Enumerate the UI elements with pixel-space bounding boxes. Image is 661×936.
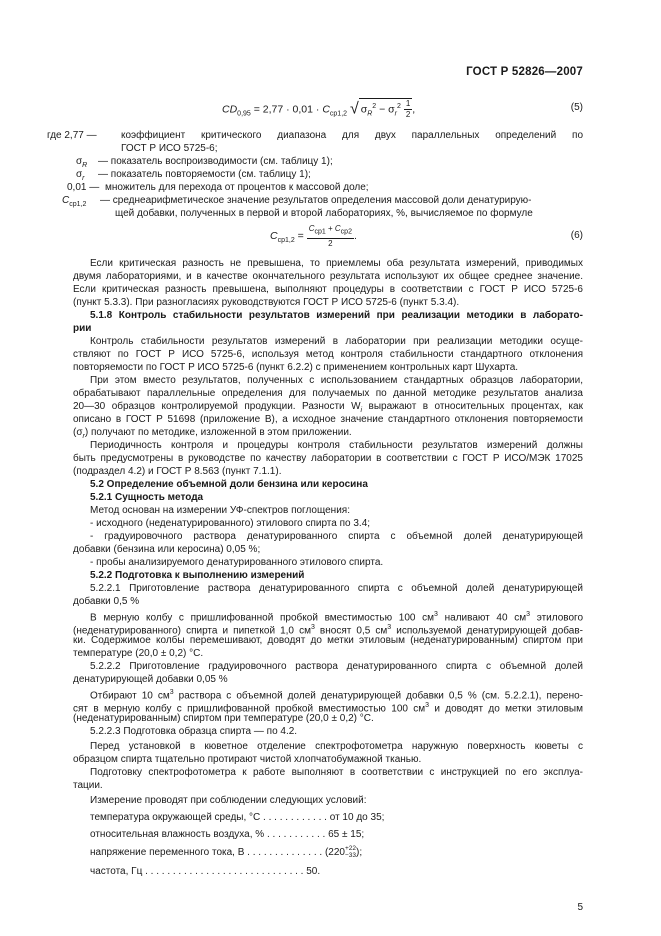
eq5-fraction: $\frac{1}{2}$ xyxy=(405,99,411,119)
paragraph-3-line-0: При этом вместо результатов, полученных с использованием стандартных образцов лаборатории, xyxy=(90,375,583,386)
paragraph-8-line-1: денатурирующей добавки 0,05 % xyxy=(73,674,228,685)
where-text-4-line2: щей добавки, полученных в первой и второй лабораториях, %, вычисляемое по формуле xyxy=(115,208,533,219)
eq6-fraction: $\frac{C_{ср1} + C_{ср2}}{2}$ xyxy=(308,224,352,248)
section-5-2-2-heading: 5.2.2 Подготовка к выполнению измерений xyxy=(90,570,305,581)
paragraph-9-line-1: сят в мерную колбу с пришлифованной пробкой вместимостью 100 $см^3$ и доводят до метки этиловым xyxy=(73,702,583,715)
paragraph-12-line-0: Подготовку спектрофотометра к работе выполняют в соответствии с инструкцией по его эксплуа- xyxy=(90,767,583,778)
paragraph-1-line-2: Если критическая разность превышена, выполняют процедуры в соответствии с ГОСТ Р ИСО 5725-6 xyxy=(73,284,583,295)
where-text-3: множитель для перехода от процентов к массовой доле; xyxy=(105,182,369,193)
paragraph-7-line-3: температуре (20,0 ± 0,2) °С. xyxy=(73,648,204,659)
page-header-standard-id: ГОСТ Р 52826—2007 xyxy=(466,66,583,78)
equation-5-number: (5) xyxy=(570,102,583,113)
sqrt-sign-icon: √ xyxy=(349,100,359,118)
paragraph-5-line-0: Метод основан на измерении УФ-спектров поглощения: xyxy=(90,505,350,516)
paragraph-4-line-0: Периодичность контроля и процедуры контроля стабильности результатов измерений должны xyxy=(90,440,583,451)
condition-humidity: относительная влажность воздуха, % . . . . . . . . . . . 65 ± 15; xyxy=(90,829,365,840)
condition-frequency: частота, Гц . . . . . . . . . . . . . . . . . . . . . . . . . . . . . 50. xyxy=(90,866,321,877)
eq5-lhs: CD xyxy=(222,103,238,116)
paragraph-6-line-1: добавки 0,5 % xyxy=(73,596,140,607)
paragraph-13: Измерение проводят при соблюдении следующих условий: xyxy=(90,795,367,806)
where-label-1: $\sigma_R$ xyxy=(76,156,88,169)
paragraph-7-line-0: В мерную колбу с пришлифованной пробкой вместимостью 100 $см^3$ наливают 40 $см^3$ этилового xyxy=(90,611,584,624)
paragraph-8-line-0: 5.2.2.2 Приготовление градуировочного раствора денатурированного спирта с объемной долей xyxy=(90,661,583,672)
where-text-1: — показатель воспроизводимости (см. таблицу 1); xyxy=(98,156,333,167)
paragraph-9-line-0: Отбирают 10 $см^3$ раствора с объемной долей денатурирующей добавки 0,5 % (см. 5.2.2.1), перено- xyxy=(90,689,584,702)
section-5-1-8-heading-line-0: 5.1.8 Контроль стабильности результатов измерений при реализации методики в лаборато- xyxy=(90,310,583,321)
paragraph-4-line-2: (подраздел 4.2) и ГОСТ Р 8.563 (пункт 7.1.1). xyxy=(73,466,282,477)
where-text-0-line1: коэффициент критического диапазона для двух параллельных определений по xyxy=(121,130,583,141)
paragraph-1-line-3: (пункт 5.3.3). При разногласиях руководствуются ГОСТ Р ИСО 5725-6 (пункт 5.3.4). xyxy=(73,297,460,308)
paragraph-4-line-1: быть предусмотрены в руководстве по качеству лаборатории в соответствии с ГОСТ Р ИСО/МЭК 17025 xyxy=(73,453,583,464)
eq5-radicand: $\sigma_R^2 - \sigma_r^2$ $\frac{1}{2}$ xyxy=(360,99,411,119)
paragraph-9-line-2: (неденатурированным) спиртом при температуре (20,0 ± 0,2) °С. xyxy=(73,713,374,724)
paragraph-5-line-4: - пробы анализируемого денатурированного этилового спирта. xyxy=(90,557,384,568)
paragraph-2-line-1: ствляют по ГОСТ Р ИСО 5725-6, используя метод контроля стабильности стандартного отклонения xyxy=(73,349,583,360)
paragraph-7-line-1: (неденатурированного) спирта и пипеткой 1,0 $см^3$ вносят 0,5 $см^3$ используемой денатурирующей добав- xyxy=(73,624,583,637)
where-text-0-line2: ГОСТ Р ИСО 5725-6; xyxy=(121,143,218,154)
paragraph-1-line-1: двумя лабораториями, и в качестве окончательного результата используют их общее среднее значение. xyxy=(73,271,583,282)
condition-temperature: температура окружающей среды, °С . . . . . . . . . . . . от 10 до 35; xyxy=(90,812,385,823)
paragraph-1-line-0: Если критическая разность не превышена, то приемлемы оба результата измерений, приводимых xyxy=(90,258,583,269)
paragraph-5-line-1: - исходного (неденатурированного) этилового спирта по 3.4; xyxy=(90,518,371,529)
paragraph-3-line-3: описано в ГОСТ Р 51698 (приложение В), а исходное значение стандартного отклонения повторяемости xyxy=(73,414,583,425)
paragraph-5-line-3: добавки (бензина или керосина) 0,05 %; xyxy=(73,544,261,555)
section-5-2-heading: 5.2 Определение объемной доли бензина или керосина xyxy=(90,479,368,490)
page-number: 5 xyxy=(577,902,583,913)
section-5-1-8-heading-line-1: рии xyxy=(73,323,92,334)
where-label-2: $\sigma_r$ xyxy=(76,169,85,182)
equation-6: $C_{ср1,2}$ = $\frac{C_{ср1} + C_{ср2}}{2}$ . xyxy=(270,224,357,248)
condition-voltage: напряжение переменного тока, В . . . . . . . . . . . . . . (220 +22 −33 ); xyxy=(90,845,363,859)
paragraph-3-line-2: 20—30 образцов контролируемой продукции. Разности $W_i$ выражают в относительных процентах, как xyxy=(73,401,583,414)
paragraph-7-line-2: ки. Содержимое колбы перемешивают, доводят до метки этиловым (неденатурированным) спиртом при xyxy=(73,635,583,646)
where-label-0: где 2,77 — xyxy=(47,130,97,141)
paragraph-6-line-0: 5.2.2.1 Приготовление раствора денатурированного спирта с объемной долей денатурирующей xyxy=(90,583,583,594)
where-text-2: — показатель повторяемости (см. таблицу 1); xyxy=(98,169,311,180)
paragraph-2-line-2: повторяемости по ГОСТ Р ИСО 5725-6 (пункт 6.2.2) с применением контрольных карт Шухарта. xyxy=(73,362,519,373)
paragraph-10: 5.2.2.3 Подготовка образца спирта — по 4.2. xyxy=(90,726,298,737)
section-5-2-1-heading: 5.2.1 Сущность метода xyxy=(90,492,204,503)
paragraph-3-line-1: обрабатывают параллельные определения для получаемых по данной методике результатов анализа xyxy=(73,388,583,399)
equation-6-number: (6) xyxy=(570,230,583,241)
paragraph-11-line-0: Перед установкой в кюветное отделение спектрофотометра наружную поверхность кюветы с xyxy=(90,741,583,752)
paragraph-5-line-2: - градуировочного раствора денатурированного спирта с объемной долей денатурирующей xyxy=(90,531,583,542)
equation-5: $CD_{0,95} = 2,77 \cdot 0,01 \cdot C_{ср1,2}$ √ $\sigma_R^2 - \sigma_r^2$ $\frac{1}{2}$ , xyxy=(222,99,416,119)
paragraph-11-line-1: образцом спирта тщательно протирают чистой хлопчатобумажной тканью. xyxy=(73,754,422,765)
voltage-tolerance: +22 −33 xyxy=(344,845,357,859)
where-text-4-line1: — среднеарифметическое значение результатов определения массовой доли денатурирую- xyxy=(100,195,532,206)
where-label-3: 0,01 — xyxy=(67,182,100,193)
where-label-4: $C_{ср1,2}$ xyxy=(62,195,87,208)
paragraph-12-line-1: тации. xyxy=(73,780,103,791)
paragraph-2-line-0: Контроль стабильности результатов измерений в лаборатории при реализации методики осуще- xyxy=(90,336,583,347)
paragraph-3-line-4: $(\sigma_r)$ получают по методике, изложенной в этом приложении. xyxy=(73,427,352,440)
